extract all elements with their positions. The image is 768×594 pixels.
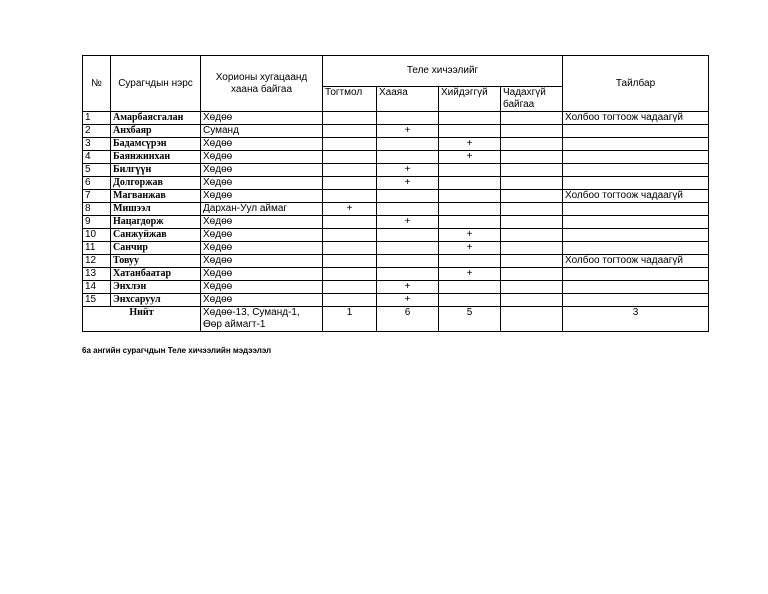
row-num: 7 — [83, 190, 111, 203]
row-mark-never — [439, 125, 501, 138]
header-sub-sometimes: Хааяа — [377, 87, 439, 112]
row-mark-sometimes — [377, 151, 439, 164]
row-name: Санчир — [111, 242, 201, 255]
row-name: Магванжав — [111, 190, 201, 203]
row-mark-regular — [323, 151, 377, 164]
header-tele-group: Теле хичээлийг — [323, 56, 563, 87]
table-row — [83, 125, 709, 138]
row-mark-never: + — [439, 229, 501, 242]
table-caption: 6а ангийн сурагчдын Теле хичээлийн мэдээлэл — [82, 346, 272, 355]
row-remark — [563, 242, 709, 255]
table-row — [83, 294, 709, 307]
row-num: 14 — [83, 281, 111, 294]
row-remark: Холбоо тогтоож чадаагүй — [563, 112, 709, 125]
row-num: 3 — [83, 138, 111, 151]
row-num: 8 — [83, 203, 111, 216]
row-num: 6 — [83, 177, 111, 190]
row-mark-never — [439, 190, 501, 203]
row-name: Бадамсүрэн — [111, 138, 201, 151]
row-mark-never: + — [439, 138, 501, 151]
header-row-1 — [83, 56, 709, 87]
total-regular: 1 — [323, 307, 377, 332]
row-mark-regular — [323, 294, 377, 307]
table-row — [83, 229, 709, 242]
row-mark-sometimes: + — [377, 281, 439, 294]
row-remark — [563, 216, 709, 229]
table-row — [83, 281, 709, 294]
row-mark-regular: + — [323, 203, 377, 216]
row-remark: Холбоо тогтоож чадаагүй — [563, 255, 709, 268]
row-num: 12 — [83, 255, 111, 268]
row-remark — [563, 229, 709, 242]
row-location: Суманд — [201, 125, 323, 138]
row-name: Баянжинхан — [111, 151, 201, 164]
row-mark-never — [439, 255, 501, 268]
row-remark — [563, 203, 709, 216]
row-num: 10 — [83, 229, 111, 242]
row-location: Хөдөө — [201, 177, 323, 190]
row-mark-unable — [501, 294, 563, 307]
row-mark-regular — [323, 229, 377, 242]
header-num: № — [83, 56, 111, 112]
row-mark-never: + — [439, 151, 501, 164]
header-location: Хорионы хугацаанд хаана байгаа — [201, 56, 323, 112]
total-remark: 3 — [563, 307, 709, 332]
row-mark-sometimes — [377, 242, 439, 255]
row-location: Хөдөө — [201, 281, 323, 294]
row-mark-never: + — [439, 242, 501, 255]
row-mark-sometimes — [377, 255, 439, 268]
row-mark-regular — [323, 138, 377, 151]
row-name: Анхбаяр — [111, 125, 201, 138]
row-mark-sometimes: + — [377, 164, 439, 177]
row-name: Долгоржав — [111, 177, 201, 190]
row-mark-regular — [323, 112, 377, 125]
row-mark-regular — [323, 190, 377, 203]
row-name: Товуу — [111, 255, 201, 268]
row-mark-unable — [501, 151, 563, 164]
row-mark-never — [439, 203, 501, 216]
row-remark — [563, 125, 709, 138]
total-location: Хөдөө-13, Суманд-1, Өөр аймагт-1 — [201, 307, 323, 332]
row-location: Дархан-Уул аймаг — [201, 203, 323, 216]
row-mark-unable — [501, 281, 563, 294]
row-name: Нацагдорж — [111, 216, 201, 229]
row-mark-unable — [501, 216, 563, 229]
row-mark-regular — [323, 125, 377, 138]
row-mark-sometimes: + — [377, 177, 439, 190]
row-num: 5 — [83, 164, 111, 177]
header-sub-regular: Тогтмол — [323, 87, 377, 112]
row-location: Хөдөө — [201, 294, 323, 307]
table-row — [83, 138, 709, 151]
row-mark-sometimes: + — [377, 294, 439, 307]
row-mark-unable — [501, 125, 563, 138]
row-mark-never — [439, 216, 501, 229]
row-mark-never — [439, 112, 501, 125]
row-name: Амарбаясгалан — [111, 112, 201, 125]
table-row — [83, 164, 709, 177]
row-remark — [563, 151, 709, 164]
row-num: 1 — [83, 112, 111, 125]
row-mark-regular — [323, 242, 377, 255]
row-mark-never — [439, 177, 501, 190]
row-remark — [563, 281, 709, 294]
row-mark-unable — [501, 112, 563, 125]
row-mark-unable — [501, 229, 563, 242]
row-name: Хатанбаатар — [111, 268, 201, 281]
table-row — [83, 190, 709, 203]
row-location: Хөдөө — [201, 229, 323, 242]
row-mark-unable — [501, 177, 563, 190]
total-label: Нийт — [83, 307, 201, 332]
row-mark-sometimes — [377, 190, 439, 203]
row-remark — [563, 164, 709, 177]
row-location: Хөдөө — [201, 138, 323, 151]
row-mark-sometimes — [377, 268, 439, 281]
header-name: Сурагчдын нэрс — [111, 56, 201, 112]
header-sub-never: Хийдэггүй — [439, 87, 501, 112]
row-num: 4 — [83, 151, 111, 164]
row-remark — [563, 177, 709, 190]
row-location: Хөдөө — [201, 255, 323, 268]
row-mark-never: + — [439, 268, 501, 281]
row-mark-regular — [323, 281, 377, 294]
row-mark-unable — [501, 268, 563, 281]
row-mark-never — [439, 164, 501, 177]
row-mark-never — [439, 294, 501, 307]
row-name: Энхлэн — [111, 281, 201, 294]
row-location: Хөдөө — [201, 112, 323, 125]
row-mark-sometimes: + — [377, 216, 439, 229]
row-mark-sometimes — [377, 203, 439, 216]
header-remarks: Тайлбар — [563, 56, 709, 112]
total-row — [83, 307, 709, 332]
row-mark-unable — [501, 255, 563, 268]
row-num: 15 — [83, 294, 111, 307]
row-name: Мишээл — [111, 203, 201, 216]
row-mark-unable — [501, 190, 563, 203]
row-num: 11 — [83, 242, 111, 255]
table-row — [83, 203, 709, 216]
table-row — [83, 177, 709, 190]
table-row — [83, 268, 709, 281]
row-remark — [563, 294, 709, 307]
row-location: Хөдөө — [201, 151, 323, 164]
row-mark-sometimes — [377, 112, 439, 125]
row-location: Хөдөө — [201, 242, 323, 255]
row-num: 13 — [83, 268, 111, 281]
row-location: Хөдөө — [201, 216, 323, 229]
students-table — [82, 55, 709, 332]
row-mark-unable — [501, 242, 563, 255]
row-mark-unable — [501, 203, 563, 216]
row-mark-regular — [323, 177, 377, 190]
total-unable — [501, 307, 563, 332]
table-row — [83, 151, 709, 164]
row-num: 9 — [83, 216, 111, 229]
row-mark-unable — [501, 138, 563, 151]
row-location: Хөдөө — [201, 268, 323, 281]
row-mark-unable — [501, 164, 563, 177]
table-row — [83, 216, 709, 229]
row-mark-regular — [323, 164, 377, 177]
row-mark-never — [439, 281, 501, 294]
header-sub-unable: Чадахгүй байгаа — [501, 87, 563, 112]
row-name: Санжуйжав — [111, 229, 201, 242]
row-remark: Холбоо тогтоож чадаагүй — [563, 190, 709, 203]
row-mark-sometimes — [377, 229, 439, 242]
row-location: Хөдөө — [201, 190, 323, 203]
row-location: Хөдөө — [201, 164, 323, 177]
row-remark — [563, 268, 709, 281]
table-row — [83, 112, 709, 125]
row-name: Билгүүн — [111, 164, 201, 177]
row-mark-regular — [323, 216, 377, 229]
total-sometimes: 6 — [377, 307, 439, 332]
row-mark-regular — [323, 268, 377, 281]
table-row — [83, 242, 709, 255]
table-row — [83, 255, 709, 268]
row-name: Энхсаруул — [111, 294, 201, 307]
row-remark — [563, 138, 709, 151]
row-mark-sometimes: + — [377, 125, 439, 138]
row-mark-regular — [323, 255, 377, 268]
row-num: 2 — [83, 125, 111, 138]
total-never: 5 — [439, 307, 501, 332]
row-mark-sometimes — [377, 138, 439, 151]
